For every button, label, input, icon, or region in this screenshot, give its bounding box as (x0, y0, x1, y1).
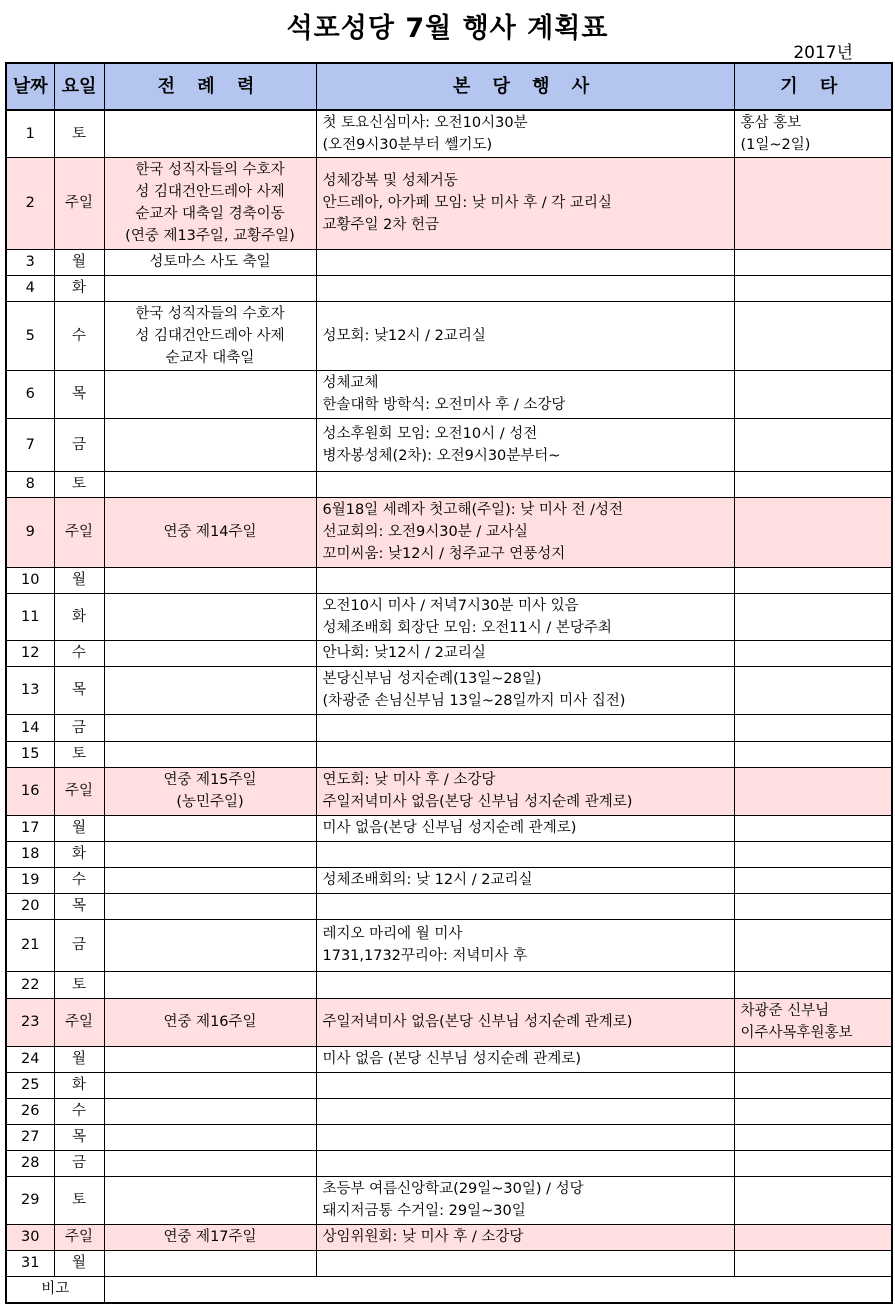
events-cell-line: (오전9시30분부터 쎌기도) (322, 136, 493, 153)
events-cell (316, 249, 734, 275)
etc-cell (734, 1150, 892, 1176)
events-cell (316, 275, 734, 301)
etc-cell (734, 666, 892, 714)
day-cell: 주일 (54, 157, 104, 249)
page-title: 석포성당 7월 행사 계획표 (286, 13, 609, 44)
date-cell: 27 (6, 1124, 54, 1150)
etc-cell (734, 418, 892, 471)
etc-cell (734, 1072, 892, 1098)
date-cell: 25 (6, 1072, 54, 1098)
etc-cell-line: 차광준 신부님 (740, 1003, 830, 1019)
liturgy-cell (104, 1098, 316, 1124)
etc-cell-line: 이주사목후원홍보 (740, 1025, 853, 1041)
events-cell-line: 상임위원회: 낮 미사 후 / 소강당 (322, 1229, 524, 1245)
table-row (6, 714, 892, 741)
table-row (6, 841, 892, 867)
day-cell: 수 (54, 867, 104, 893)
day-cell: 목 (54, 666, 104, 714)
date-cell: 26 (6, 1098, 54, 1124)
events-cell (316, 1176, 734, 1224)
liturgy-cell (104, 497, 316, 567)
etc-cell (734, 110, 892, 157)
table-row (6, 567, 892, 593)
events-cell (316, 1046, 734, 1072)
liturgy-cell (104, 1176, 316, 1224)
liturgy-cell (104, 815, 316, 841)
liturgy-cell-line: 성 김대건안드레아 사제 (135, 327, 285, 344)
events-cell-line: 오전10시 미사 / 저녁7시30분 미사 있음 (322, 597, 579, 614)
table-row (6, 1046, 892, 1072)
remarks-label: 비고 (6, 1276, 104, 1303)
day-cell: 금 (54, 418, 104, 471)
events-cell (316, 919, 734, 971)
liturgy-cell (104, 1150, 316, 1176)
table-row (6, 249, 892, 275)
table-row (6, 1250, 892, 1276)
etc-cell (734, 497, 892, 567)
events-cell-line: 꼬미씨움: 낮12시 / 청주교구 연풍성지 (322, 546, 566, 562)
date-cell: 11 (6, 593, 54, 640)
date-cell: 8 (6, 471, 54, 497)
table-row (6, 1124, 892, 1150)
events-cell (316, 998, 734, 1046)
events-cell (316, 567, 734, 593)
etc-cell (734, 249, 892, 275)
table-row (6, 741, 892, 767)
events-cell-line: 성모회: 낮12시 / 2교리실 (322, 327, 486, 344)
day-cell: 금 (54, 1150, 104, 1176)
day-cell: 화 (54, 593, 104, 640)
date-cell: 12 (6, 640, 54, 666)
events-cell (316, 593, 734, 640)
liturgy-cell-line: (연중 제13주일, 교황주일) (125, 228, 295, 244)
events-cell (316, 841, 734, 867)
day-cell: 수 (54, 640, 104, 666)
day-cell: 목 (54, 893, 104, 919)
header-etc: 기 타 (734, 63, 892, 110)
liturgy-cell-line: 연중 제17주일 (163, 1229, 257, 1245)
date-cell: 16 (6, 767, 54, 815)
events-cell (316, 971, 734, 998)
table-row (6, 301, 892, 370)
day-cell: 토 (54, 471, 104, 497)
date-cell: 6 (6, 370, 54, 418)
etc-cell (734, 1224, 892, 1250)
liturgy-cell-line: 성토마스 사도 축일 (149, 254, 271, 270)
date-cell: 3 (6, 249, 54, 275)
etc-cell (734, 1098, 892, 1124)
liturgy-cell-line: 연중 제16주일 (163, 1014, 257, 1030)
events-cell (316, 301, 734, 370)
events-cell (316, 471, 734, 497)
date-cell: 9 (6, 497, 54, 567)
day-cell: 월 (54, 1046, 104, 1072)
day-cell: 토 (54, 971, 104, 998)
liturgy-cell (104, 275, 316, 301)
liturgy-cell (104, 1250, 316, 1276)
remarks-row (6, 1276, 892, 1303)
table-row (6, 275, 892, 301)
day-cell: 수 (54, 301, 104, 370)
etc-cell (734, 275, 892, 301)
events-cell-line: 1731,1732꾸리아: 저녁미사 후 (322, 948, 528, 964)
etc-cell (734, 1176, 892, 1224)
header-liturgy: 전 례 력 (104, 63, 316, 110)
date-cell: 29 (6, 1176, 54, 1224)
events-cell (316, 110, 734, 157)
table-row (6, 867, 892, 893)
date-cell: 22 (6, 971, 54, 998)
etc-cell (734, 370, 892, 418)
events-cell-line: 연도회: 낮 미사 후 / 소강당 (322, 772, 496, 788)
events-cell-line: 주일저녁미사 없음(본당 신부님 성지순례 관계로) (322, 1014, 633, 1030)
date-cell: 7 (6, 418, 54, 471)
day-cell: 월 (54, 815, 104, 841)
events-cell (316, 640, 734, 666)
events-cell (316, 666, 734, 714)
events-cell-line: 6월18일 세례자 첫고해(주일): 낮 미사 전 /성전 (322, 502, 624, 518)
liturgy-cell (104, 714, 316, 741)
liturgy-cell (104, 767, 316, 815)
table-row (6, 593, 892, 640)
liturgy-cell (104, 418, 316, 471)
events-cell (316, 867, 734, 893)
day-cell: 금 (54, 714, 104, 741)
etc-cell-line: (1일~2일) (740, 136, 811, 153)
table-row (6, 1072, 892, 1098)
events-cell (316, 1250, 734, 1276)
etc-cell (734, 841, 892, 867)
date-cell: 31 (6, 1250, 54, 1276)
day-cell: 금 (54, 919, 104, 971)
day-cell: 토 (54, 1176, 104, 1224)
date-cell: 28 (6, 1150, 54, 1176)
year-label: 2017년 (793, 43, 853, 63)
liturgy-cell (104, 1224, 316, 1250)
date-cell: 1 (6, 110, 54, 157)
schedule-body (6, 110, 892, 1303)
date-cell: 13 (6, 666, 54, 714)
liturgy-cell (104, 640, 316, 666)
day-cell: 목 (54, 1124, 104, 1150)
table-row (6, 971, 892, 998)
events-cell-line: 성체조배회의: 낮 12시 / 2교리실 (322, 872, 533, 888)
date-cell: 18 (6, 841, 54, 867)
liturgy-cell (104, 567, 316, 593)
events-cell (316, 418, 734, 471)
day-cell: 월 (54, 567, 104, 593)
liturgy-cell (104, 893, 316, 919)
etc-cell (734, 971, 892, 998)
events-cell (316, 1098, 734, 1124)
etc-cell (734, 640, 892, 666)
etc-cell (734, 919, 892, 971)
events-cell-line: 본당신부님 성지순례(13일~28일) (322, 671, 542, 687)
events-cell (316, 1224, 734, 1250)
etc-cell (734, 815, 892, 841)
liturgy-cell-line: 한국 성직자들의 수호자 (135, 162, 285, 178)
day-cell: 화 (54, 275, 104, 301)
date-cell: 21 (6, 919, 54, 971)
liturgy-cell (104, 301, 316, 370)
table-row (6, 370, 892, 418)
liturgy-cell (104, 971, 316, 998)
etc-cell-line: 홍삼 홍보 (740, 114, 802, 131)
date-cell: 19 (6, 867, 54, 893)
etc-cell (734, 767, 892, 815)
table-row (6, 1098, 892, 1124)
liturgy-cell (104, 841, 316, 867)
liturgy-cell (104, 370, 316, 418)
date-cell: 2 (6, 157, 54, 249)
events-cell (316, 1150, 734, 1176)
table-row (6, 157, 892, 249)
liturgy-cell (104, 593, 316, 640)
date-cell: 20 (6, 893, 54, 919)
etc-cell (734, 1046, 892, 1072)
events-cell-line: 성체조배회 회장단 모임: 오전11시 / 본당주최 (322, 619, 612, 636)
table-row (6, 471, 892, 497)
events-cell-line: 미사 없음 (본당 신부님 성지순례 관계로) (322, 1051, 581, 1067)
day-cell: 월 (54, 249, 104, 275)
table-row (6, 666, 892, 714)
etc-cell (734, 1124, 892, 1150)
liturgy-cell (104, 998, 316, 1046)
table-row (6, 418, 892, 471)
etc-cell (734, 157, 892, 249)
date-cell: 24 (6, 1046, 54, 1072)
table-row (6, 919, 892, 971)
events-cell (316, 157, 734, 249)
date-cell: 4 (6, 275, 54, 301)
events-cell-line: 한솔대학 방학식: 오전미사 후 / 소강당 (322, 397, 566, 413)
events-cell (316, 767, 734, 815)
day-cell: 토 (54, 110, 104, 157)
date-cell: 10 (6, 567, 54, 593)
events-cell (316, 370, 734, 418)
etc-cell (734, 998, 892, 1046)
table-row (6, 767, 892, 815)
etc-cell (734, 471, 892, 497)
events-cell (316, 893, 734, 919)
etc-cell (734, 301, 892, 370)
header-date: 날짜 (6, 63, 54, 110)
liturgy-cell (104, 471, 316, 497)
events-cell-line: 미사 없음(본당 신부님 성지순례 관계로) (322, 820, 577, 836)
day-cell: 수 (54, 1098, 104, 1124)
etc-cell (734, 714, 892, 741)
date-cell: 30 (6, 1224, 54, 1250)
events-cell (316, 741, 734, 767)
liturgy-cell (104, 1072, 316, 1098)
liturgy-cell-line: 한국 성직자들의 수호자 (135, 305, 285, 322)
events-cell (316, 497, 734, 567)
events-cell-line: 병자봉성체(2차): 오전9시30분부터~ (322, 447, 561, 464)
day-cell: 화 (54, 1072, 104, 1098)
day-cell: 목 (54, 370, 104, 418)
etc-cell (734, 867, 892, 893)
header-events: 본 당 행 사 (316, 63, 734, 110)
table-row (6, 110, 892, 157)
events-cell-line: (차광준 손님신부님 13일~28일까지 미사 집전) (322, 693, 626, 709)
etc-cell (734, 893, 892, 919)
date-cell: 23 (6, 998, 54, 1046)
day-cell: 주일 (54, 767, 104, 815)
table-row (6, 815, 892, 841)
table-row (6, 1150, 892, 1176)
date-cell: 15 (6, 741, 54, 767)
liturgy-cell-line: 성 김대건안드레아 사제 (135, 184, 285, 200)
etc-cell (734, 567, 892, 593)
date-cell: 14 (6, 714, 54, 741)
liturgy-cell-line: 순교자 대축일 경축이동 (135, 206, 285, 222)
events-cell-line: 선교회의: 오전9시30분 / 교사실 (322, 524, 528, 540)
liturgy-cell (104, 666, 316, 714)
table-row (6, 1224, 892, 1250)
events-cell-line: 돼지저금통 수거일: 29일~30일 (322, 1203, 526, 1219)
liturgy-cell (104, 741, 316, 767)
events-cell-line: 성체교체 (322, 375, 379, 391)
table-row (6, 1176, 892, 1224)
etc-cell (734, 741, 892, 767)
liturgy-cell (104, 919, 316, 971)
events-cell-line: 초등부 여름신앙학교(29일~30일) / 성당 (322, 1181, 584, 1197)
events-cell-line: 안나회: 낮12시 / 2교리실 (322, 645, 486, 661)
events-cell-line: 주일저녁미사 없음(본당 신부님 성지순례 관계로) (322, 794, 633, 810)
liturgy-cell (104, 110, 316, 157)
liturgy-cell (104, 249, 316, 275)
day-cell: 화 (54, 841, 104, 867)
day-cell: 주일 (54, 998, 104, 1046)
day-cell: 주일 (54, 497, 104, 567)
liturgy-cell-line: (농민주일) (176, 794, 244, 810)
day-cell: 주일 (54, 1224, 104, 1250)
day-cell: 월 (54, 1250, 104, 1276)
events-cell (316, 714, 734, 741)
day-cell: 토 (54, 741, 104, 767)
liturgy-cell (104, 1046, 316, 1072)
liturgy-cell-line: 순교자 대축일 (165, 349, 255, 366)
liturgy-cell (104, 157, 316, 249)
date-cell: 5 (6, 301, 54, 370)
events-cell-line: 성소후원회 모임: 오전10시 / 성전 (322, 425, 538, 442)
liturgy-cell (104, 867, 316, 893)
table-row (6, 998, 892, 1046)
events-cell-line: 성체강복 및 성체거동 (322, 173, 458, 189)
events-cell-line: 교황주일 2차 헌금 (322, 217, 439, 233)
header-row (6, 63, 892, 110)
schedule-table (5, 62, 893, 1304)
events-cell-line: 안드레아, 아가페 모임: 낮 미사 후 / 각 교리실 (322, 195, 612, 211)
etc-cell (734, 593, 892, 640)
events-cell (316, 815, 734, 841)
events-cell (316, 1124, 734, 1150)
date-cell: 17 (6, 815, 54, 841)
events-cell-line: 레지오 마리에 월 미사 (322, 926, 463, 942)
remarks-cell (104, 1276, 892, 1303)
table-row (6, 893, 892, 919)
liturgy-cell-line: 연중 제15주일 (163, 772, 257, 788)
liturgy-cell-line: 연중 제14주일 (163, 524, 257, 540)
table-row (6, 640, 892, 666)
events-cell-line: 첫 토요신심미사: 오전10시30분 (322, 114, 528, 131)
events-cell (316, 1072, 734, 1098)
header-day: 요일 (54, 63, 104, 110)
liturgy-cell (104, 1124, 316, 1150)
etc-cell (734, 1250, 892, 1276)
table-row (6, 497, 892, 567)
